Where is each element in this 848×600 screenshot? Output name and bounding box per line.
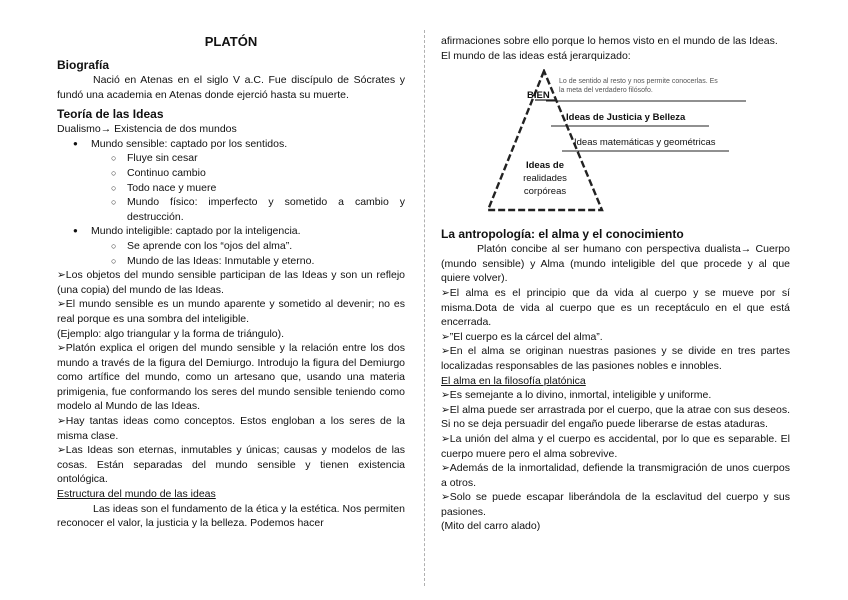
- list-item: ○ Todo nace y muere: [127, 181, 405, 196]
- base-label-line-3: corpóreas: [523, 186, 567, 198]
- left-column: [57, 34, 405, 531]
- paragraph: ➢”El cuerpo es la cárcel del alma”.: [441, 330, 603, 343]
- list-item: ○ Mundo de las Ideas: Inmutable y eterno.: [127, 254, 405, 269]
- sensible-world-label: Mundo sensible: captado por los sentidos.: [91, 137, 288, 150]
- paragraph: ➢Hay tantas ideas como conceptos. Estos engloban a los seres de la misma clase.: [57, 415, 405, 442]
- structure-heading: Estructura del mundo de las ideas: [57, 488, 216, 501]
- list-item: [91, 224, 405, 268]
- paragraph: Platón concibe al ser humano con perspectiva dualista→ Cuerpo (mundo sensible) y Alma (mundo inteligible del que procede y al que quiere volver).: [441, 243, 790, 285]
- level-math-geometry: Ideas matemáticas y geométricas: [574, 137, 716, 149]
- paragraph: ➢El alma es el principio que da vida al cuerpo y se mueve por sí misma.Dota de vida al cuerpo que es un receptáculo en el que está encerrada.: [441, 286, 790, 329]
- paragraph: ➢La unión del alma y el cuerpo es accidental, por lo que es separable. El cuerpo muere pero el alma sobrevive.: [441, 432, 790, 460]
- paragraph: ➢Solo se puede escapar liberándola de la esclavitud del cuerpo y sus pasiones.: [441, 491, 790, 518]
- list-item: ○ Continuo cambio: [127, 166, 405, 181]
- list-item: ○ Fluye sin cesar: [127, 151, 405, 166]
- pyramid-svg: [441, 69, 790, 225]
- structure-text: Las ideas son el fundamento de la ética y la estética. Nos permiten reconocer el valor, la justicia y la belleza. Podemos hacer: [57, 502, 405, 530]
- column-divider: [424, 30, 425, 586]
- paragraph: (Ejemplo: algo triangular y la forma de triángulo).: [57, 327, 285, 340]
- paragraph: ➢En el alma se originan nuestras pasiones y se divide en tres partes localizadas responsables de las pasiones nobles e innobles.: [441, 345, 790, 372]
- list-item: [91, 137, 405, 225]
- paragraph: ➢El mundo sensible es un mundo aparente y sometido al devenir; no es real porque es una sombra del inteligible.: [57, 298, 405, 325]
- theory-heading: Teoría de las Ideas: [57, 107, 164, 122]
- bien-note-line-1: Lo de sentido al resto y nos permite conocerlas. Es: [559, 78, 718, 86]
- paragraph: ➢Además de la inmortalidad, defiende la transmigración de unos cuerpos a otros.: [441, 462, 790, 489]
- intelligible-world-label: Mundo inteligible: captado por la inteligencia.: [91, 225, 301, 238]
- base-label-line-2: realidades: [523, 173, 567, 185]
- continuation-text: afirmaciones sobre ello porque lo hemos visto en el mundo de las Ideas.: [441, 35, 778, 47]
- bien-label: BIEN: [527, 90, 550, 102]
- document-title: PLATÓN: [204, 34, 258, 49]
- level-justice-beauty: Ideas de Justicia y Belleza: [566, 112, 686, 124]
- intelligible-sublist: [91, 239, 405, 268]
- bien-note-line-2: la meta del verdadero filósofo.: [559, 87, 653, 95]
- biography-text: Nació en Atenas en el siglo V a.C. Fue discípulo de Sócrates y fundó una academia en Atenas donde ejerció hasta su muerte.: [57, 74, 405, 101]
- hierarchy-text: El mundo de las ideas está jerarquizado:: [441, 49, 631, 62]
- paragraph: ➢Los objetos del mundo sensible participan de las Ideas y son un reflejo (una copia) del mundo de las Ideas.: [57, 269, 405, 296]
- paragraph: (Mito del carro alado): [441, 520, 541, 533]
- list-item: ○ Mundo físico: imperfecto y sometido a cambio y destrucción.: [127, 195, 405, 224]
- list-item: ○ Se aprende con los “ojos del alma”.: [127, 239, 405, 254]
- worlds-list: [57, 137, 405, 268]
- biography-heading: Biografía: [57, 58, 110, 72]
- right-column: [441, 34, 790, 534]
- paragraph: ➢Es semejante a lo divino, inmortal, inteligible y uniforme.: [441, 389, 712, 402]
- anthropology-heading: La antropología: el alma y el conocimiento: [441, 227, 684, 242]
- paragraph: ➢Las Ideas son eternas, inmutables y únicas; causas y modelos de las cosas. Están separadas del mundo sensible y tienen existencia ontológica.: [57, 444, 405, 486]
- paragraph: ➢Platón explica el origen del mundo sensible y la relación entre los dos mundo a través de la figura del Demiurgo. Introdujo la figura del Demiurgo como artífice del mundo, como un artesano que, usando una materia primigenia, fue conformando los seres del mundo sensible teniendo como modelo al Mundo de las Ideas.: [57, 342, 405, 413]
- paragraph: ➢El alma puede ser arrastrada por el cuerpo, que la atrae con sus deseos. Si no se deja persuadir del engaño puede liberarse de estas ataduras.: [441, 403, 790, 431]
- sensible-sublist: [91, 151, 405, 224]
- soul-heading: El alma en la filosofía platónica: [441, 374, 586, 387]
- ideas-pyramid-diagram: [441, 69, 790, 225]
- base-label-line-1: Ideas de: [525, 160, 565, 172]
- dualism-line: Dualismo→ Existencia de dos mundos: [57, 123, 237, 136]
